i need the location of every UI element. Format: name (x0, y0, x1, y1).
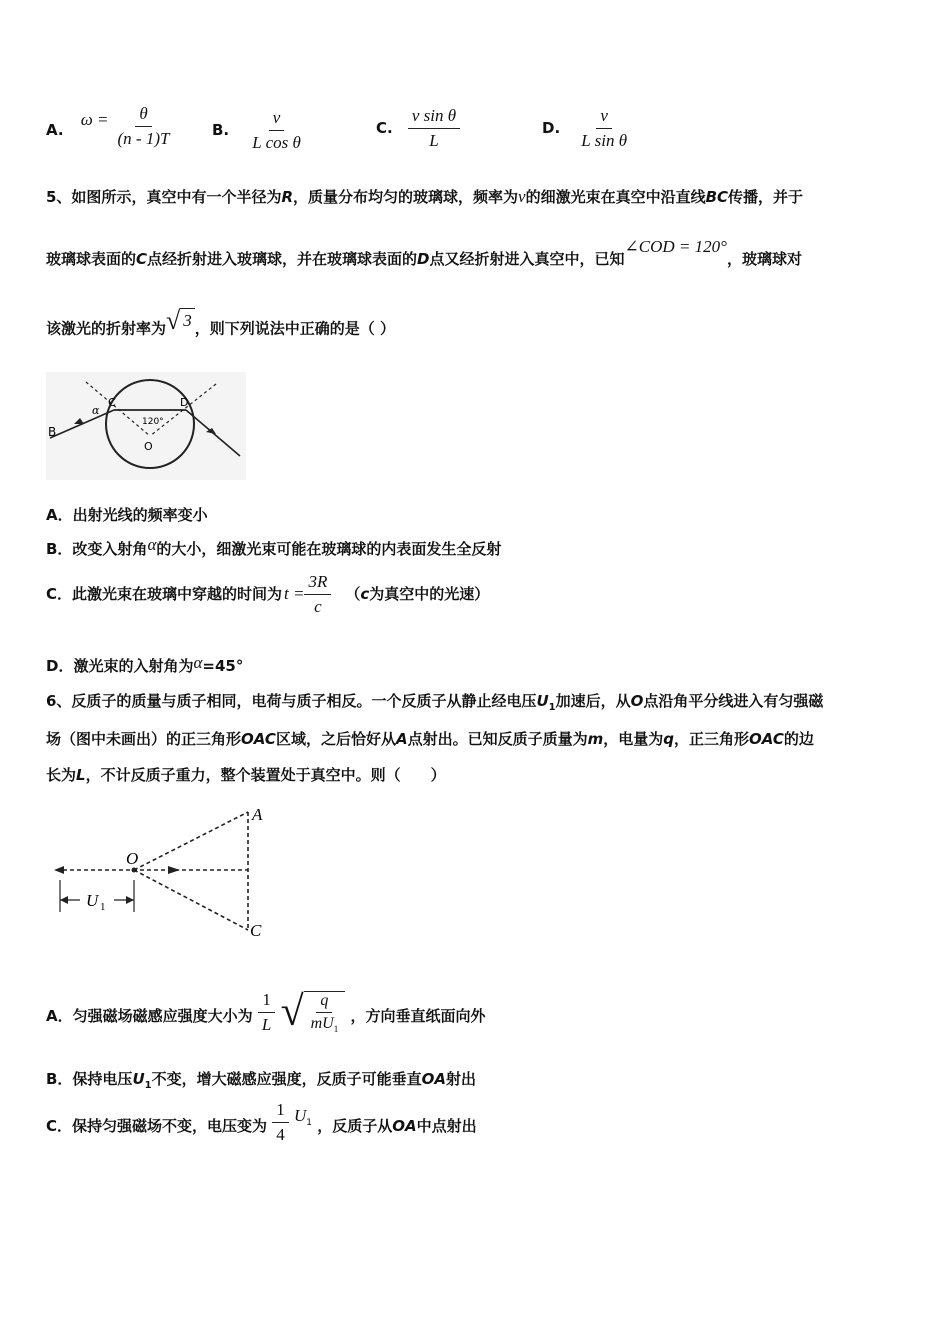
q5-option-d: D．激光束的入射角为α=45° (46, 653, 244, 675)
point-o (132, 868, 137, 873)
q4-option-c (376, 106, 460, 151)
q6-option-a: A．匀强磁场磁感应强度大小为 $\frac{1}{L}$ √ $\frac{q}{mU_1}$ ，方向垂直纸面向外 (46, 988, 486, 1035)
q4-option-a-denominator: (n - 1)T (117, 129, 170, 148)
q4-option-b-fraction (248, 108, 305, 153)
q6-option-a-sqrt: √ $\frac{q}{mU_1}$ (281, 991, 346, 1034)
voltage-right-arrow-icon (126, 896, 134, 904)
axis-left-arrow-icon (54, 866, 64, 874)
q4-option-c-denominator: L (429, 131, 439, 150)
fig6-label-u: U (86, 891, 99, 910)
q5-option-c-fraction: $\frac{3R}{c}$ (304, 572, 331, 617)
q4-option-a-fraction (114, 104, 174, 149)
q6-stem-line-2: 场（图中未画出）的正三角形OAC区域，之后恰好从A点射出。已知反质子质量为m，电量为q，正三角形OAC的边 (46, 730, 814, 748)
q4-option-d-label: D. (542, 119, 561, 137)
q4-option-c-label: C. (376, 119, 393, 137)
q4-option-a-numerator: θ (135, 104, 151, 127)
q5-angle-cod: ∠COD = 120° (624, 237, 727, 256)
q5-stem-line-2: 玻璃球表面的C点经折射进入玻璃球，并在玻璃球表面的D点又经折射进入真空中，已知∠COD = 120°，玻璃球对 (46, 237, 802, 268)
voltage-left-arrow-icon (60, 896, 68, 904)
q4-option-d-fraction (577, 106, 631, 151)
q4-option-a (46, 104, 173, 149)
fig5-label-d: D (180, 396, 189, 409)
fig5-label-angle: 120° (142, 417, 164, 427)
q6-stem-line-1: 6、反质子的质量与质子相同，电荷与质子相反。一个反质子从静止经电压$U_1$加速后，从O点沿角平分线进入有匀强磁 (46, 692, 824, 713)
q5-stem-line-1: 5、如图所示，真空中有一个半径为R，质量分布均匀的玻璃球，频率为ν的细激光束在真空中沿直线BC传播，并于 (46, 187, 804, 206)
fig6-label-o: O (126, 849, 139, 868)
fig5-label-alpha: α (92, 404, 100, 417)
q6-option-c: C．保持匀强磁场不变，电压变为 $\frac{1}{4}$ $U_1$ ，反质子从OA中点射出 (46, 1100, 477, 1144)
q6-option-a-fraction: $\frac{1}{L}$ (258, 990, 275, 1035)
q5-stem-line-3: 该激光的折射率为 √ 3 ，则下列说法中正确的是（ ） (46, 306, 396, 338)
q5-option-a: A．出射光线的频率变小 (46, 506, 208, 524)
side-oa (134, 812, 248, 870)
q6-option-b: B．保持电压$U_1$不变，增大磁感应强度，反质子可能垂直OA射出 (46, 1070, 476, 1091)
fig6-label-c: C (250, 921, 262, 940)
q6-stem-line-3: 长为L，不计反质子重力，整个装置处于真空中。则（ ） (46, 766, 446, 784)
fig5-label-o: O (144, 440, 153, 453)
fig5-label-c: C (108, 396, 116, 409)
q5-glass-sphere-figure (46, 372, 246, 480)
q6-triangle-figure (50, 800, 280, 940)
q4-option-b-numerator: v (269, 108, 285, 131)
q4-option-d-denominator: L sin θ (581, 131, 628, 150)
q4-option-d (542, 106, 631, 151)
q4-option-c-fraction (408, 106, 460, 151)
q4-option-b-denominator: L cos θ (252, 133, 301, 152)
fig5-label-b: B (48, 425, 57, 439)
q4-option-a-label: A. (46, 121, 64, 139)
axis-right-arrow-icon (168, 866, 180, 874)
q5-option-b: B．改变入射角α的大小，细激光束可能在玻璃球的内表面发生全反射 (46, 535, 502, 558)
q4-option-b (212, 108, 305, 153)
q4-option-d-numerator: v (596, 106, 612, 129)
q4-option-c-numerator: v sin θ (408, 106, 460, 129)
fig6-label-a: A (252, 805, 263, 824)
q6-option-c-fraction: $\frac{1}{4}$ (272, 1100, 289, 1145)
q5-sqrt-3: √ 3 (166, 308, 195, 334)
q4-option-a-lhs: ω = (80, 110, 109, 129)
q4-option-b-label: B. (212, 121, 230, 139)
fig6-label-u-sub: 1 (100, 901, 106, 913)
side-oc (134, 870, 248, 930)
q5-option-c: C．此激光束在玻璃中穿越的时间为 t = $\frac{3R}{c}$ （c为真空中的光速） (46, 572, 490, 616)
